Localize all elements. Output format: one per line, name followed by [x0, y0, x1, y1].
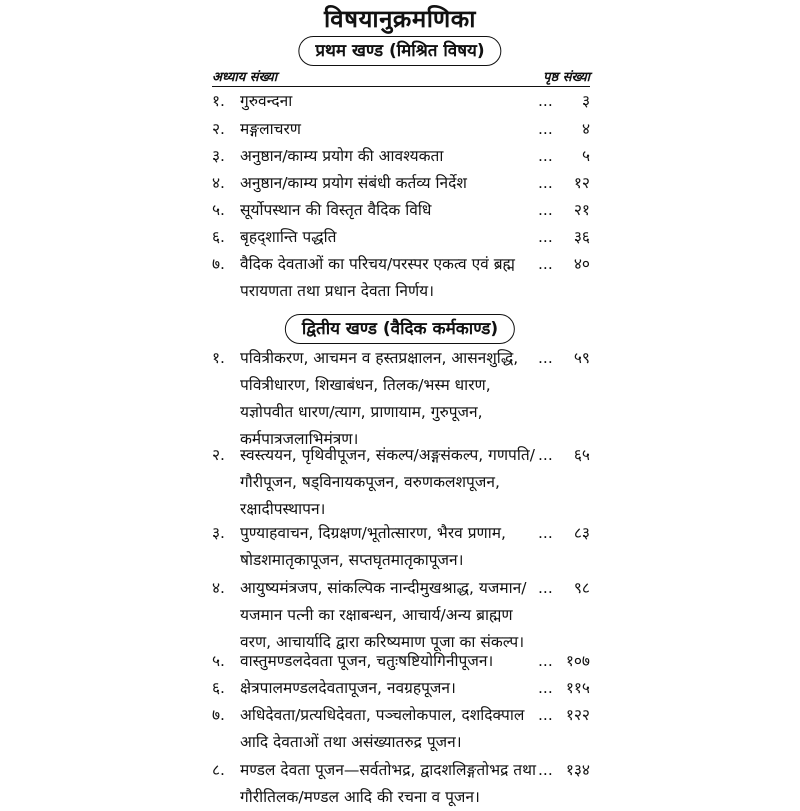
leader-dots: ... — [538, 174, 553, 192]
entry-title-line: यजमान पत्नी का रक्षाबन्धन, आचार्य/अन्य ब्राह्मण — [240, 606, 513, 624]
page-title: विषयानुक्रमणिका — [324, 5, 476, 33]
entry-page-number: १३४ — [565, 761, 590, 779]
leader-dots: ... — [538, 761, 553, 779]
entry-number: ८. — [212, 761, 225, 779]
entry-title-line: मण्डल देवता पूजन—सर्वतोभद्र, द्वादशलिङ्गतोभद्र तथा — [240, 761, 537, 779]
entry-page-number: ५ — [581, 147, 590, 165]
entry-title — [240, 442, 535, 523]
leader-dots: ... — [538, 652, 553, 670]
entry-title-line: वास्तुमण्डलदेवता पूजन, चतुःषष्टियोगिनीपूजन। — [240, 652, 494, 670]
entry-number: ४. — [212, 174, 225, 192]
entry-title — [240, 251, 535, 305]
entry-page-number: ३ — [581, 92, 590, 110]
leader-dots: ... — [538, 228, 553, 246]
leader-dots: ... — [538, 92, 553, 110]
entry-title-line: यज्ञोपवीत धारण/त्याग, प्राणायाम, गुरुपूजन, — [240, 403, 483, 421]
entry-title — [240, 88, 535, 115]
entry-page-number: १२ — [573, 174, 590, 192]
entry-number: २. — [212, 446, 225, 464]
leader-dots: ... — [538, 147, 553, 165]
section-2-title: द्वितीय खण्ड (वैदिक कर्मकाण्ड) — [285, 314, 515, 344]
entry-title-line: वैदिक देवताओं का परिचय/परस्पर एकत्व एवं ब्रह्म — [240, 255, 515, 273]
entry-number: ५. — [212, 652, 225, 670]
entry-number: ३. — [212, 147, 225, 165]
entry-page-number: ९८ — [573, 579, 590, 597]
entry-title — [240, 197, 535, 224]
entry-page-number: ३६ — [573, 228, 590, 246]
entry-number: ६. — [212, 679, 225, 697]
entry-number: ७. — [212, 706, 225, 724]
entry-page-number: ६५ — [573, 446, 590, 464]
chapter-number-header: अध्याय संख्या — [212, 70, 278, 85]
entry-page-number: ४० — [573, 255, 590, 273]
header-rule — [212, 86, 590, 87]
entry-title — [240, 575, 535, 656]
entry-page-number: ८३ — [573, 524, 590, 542]
entry-number: १. — [212, 92, 225, 110]
entry-title — [240, 116, 535, 143]
entry-number: ४. — [212, 579, 225, 597]
entry-number: ७. — [212, 255, 225, 273]
entry-page-number: ४ — [581, 120, 590, 138]
entry-title-line: पुण्याहवाचन, दिग्रक्षण/भूतोत्सारण, भैरव प्रणाम, — [240, 524, 506, 542]
entry-number: १. — [212, 349, 225, 367]
entry-title-line: अधिदेवता/प्रत्यधिदेवता, पञ्चलोकपाल, दशदिक्पाल — [240, 706, 525, 724]
entry-title-line: स्वस्त्ययन, पृथिवीपूजन, संकल्प/अङ्गसंकल्प, गणपति/ — [240, 446, 535, 464]
entry-number: ५. — [212, 201, 225, 219]
entry-number: २. — [212, 120, 225, 138]
entry-title — [240, 170, 535, 197]
entry-title-line: बृहद्शान्ति पद्धति — [240, 228, 337, 246]
entry-title-line: कर्मपात्रजलाभिमंत्रण। — [240, 430, 359, 448]
entry-page-number: ५९ — [573, 349, 590, 367]
leader-dots: ... — [538, 201, 553, 219]
entry-number: ३. — [212, 524, 225, 542]
entry-title-line: षोडशमातृकापूजन, सप्तघृतमातृकापूजन। — [240, 551, 464, 569]
leader-dots: ... — [538, 524, 553, 542]
leader-dots: ... — [538, 120, 553, 138]
leader-dots: ... — [538, 255, 553, 273]
entry-title — [240, 520, 535, 574]
entry-title — [240, 648, 535, 675]
entry-title — [240, 143, 535, 170]
entry-title-line: सूर्योपस्थान की विस्तृत वैदिक विधि — [240, 201, 432, 219]
entry-title — [240, 675, 535, 702]
entry-title — [240, 702, 535, 756]
entry-title-line: गुरुवन्दना — [240, 92, 293, 110]
leader-dots: ... — [538, 706, 553, 724]
entry-title-line: पवित्रीकरण, आचमन व हस्तप्रक्षालन, आसनशुद्धि, — [240, 349, 519, 367]
entry-title-line: क्षेत्रपालमण्डलदेवतापूजन, नवग्रहपूजन। — [240, 679, 456, 697]
leader-dots: ... — [538, 579, 553, 597]
leader-dots: ... — [538, 679, 553, 697]
entry-page-number: १०७ — [565, 652, 590, 670]
entry-title-line: अनुष्ठान/काम्य प्रयोग संबंधी कर्तव्य निर्देश — [240, 174, 467, 192]
entry-title-line: वरण, आचार्यादि द्वारा करिष्यमाण पूजा का संकल्प। — [240, 633, 525, 651]
leader-dots: ... — [538, 349, 553, 367]
entry-title-line: अनुष्ठान/काम्य प्रयोग की आवश्यकता — [240, 147, 444, 165]
entry-title — [240, 757, 535, 811]
entry-page-number: ११५ — [565, 679, 590, 697]
entry-title-line: पवित्रीधारण, शिखाबंधन, तिलक/भस्म धारण, — [240, 376, 491, 394]
entry-title-line: आयुष्यमंत्रजप, सांकल्पिक नान्दीमुखश्राद्ध, यजमान/ — [240, 579, 527, 597]
entry-title — [240, 224, 535, 251]
leader-dots: ... — [538, 446, 553, 464]
page-number-header: पृष्ठ संख्या — [543, 70, 590, 85]
entry-title-line: आदि देवताओं तथा असंख्यातरुद्र पूजन। — [240, 733, 462, 751]
entry-title-line: गौरीपूजन, षड्विनायकपूजन, वरुणकलशपूजन, — [240, 473, 500, 491]
entry-title — [240, 345, 535, 453]
entry-title-line: गौरीतिलक/मण्डल आदि की रचना व पूजन। — [240, 788, 480, 806]
entry-title-line: मङ्गलाचरण — [240, 120, 301, 138]
entry-page-number: २१ — [573, 201, 590, 219]
entry-title-line: रक्षादीपस्थापन। — [240, 500, 326, 518]
entry-title-line: परायणता तथा प्रधान देवता निर्णय। — [240, 282, 435, 300]
entry-number: ६. — [212, 228, 225, 246]
section-1-title: प्रथम खण्ड (मिश्रित विषय) — [298, 36, 501, 66]
entry-page-number: १२२ — [565, 706, 590, 724]
